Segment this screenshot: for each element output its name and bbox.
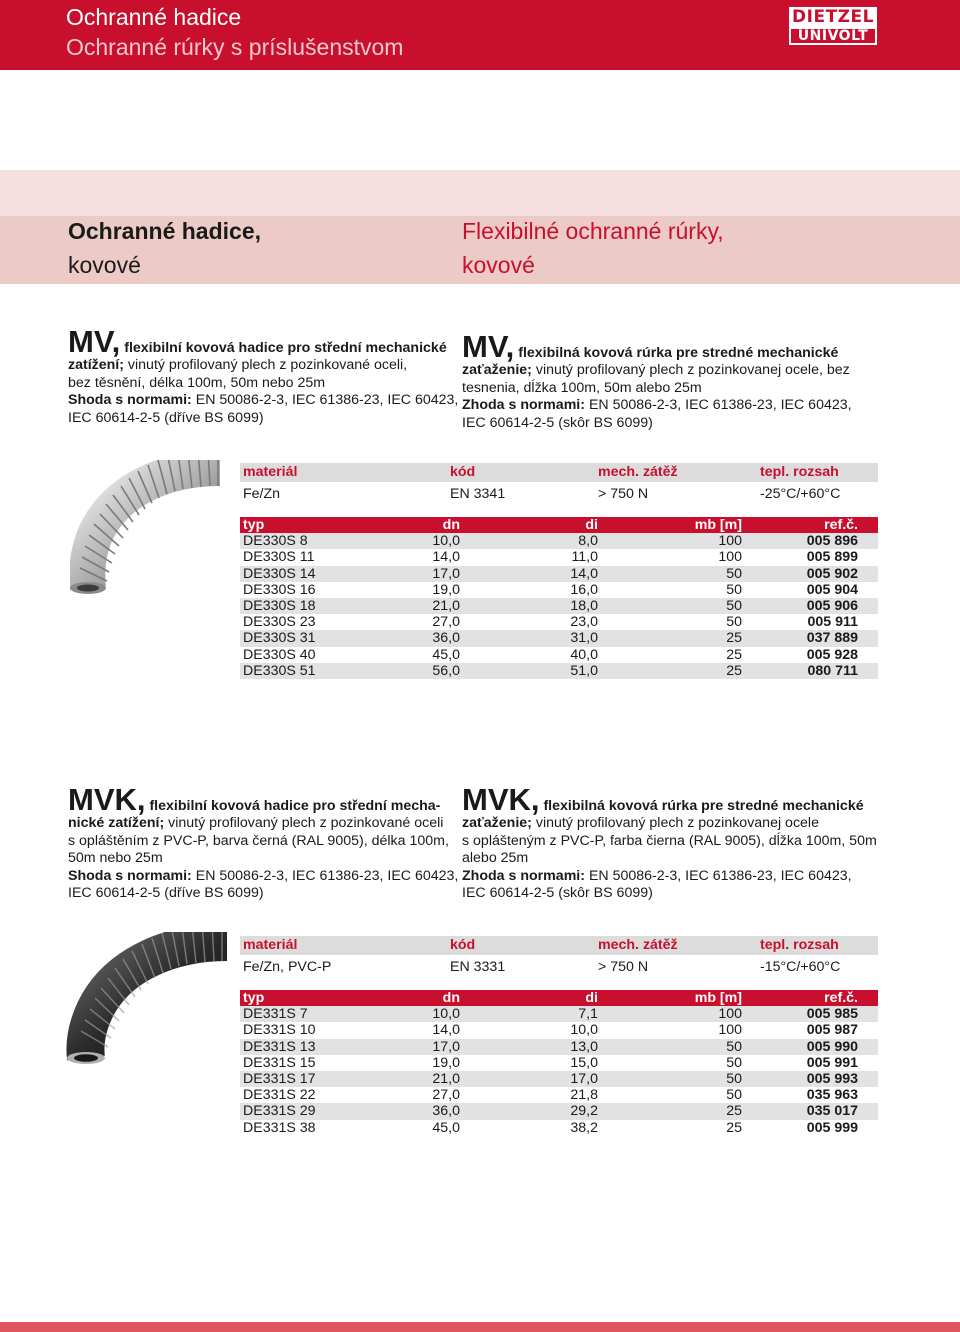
mvk-line4-sk: alebo 25m xyxy=(462,850,529,867)
material-header: materiál xyxy=(243,937,298,953)
page-title: Ochranné hadice xyxy=(66,4,242,30)
cell-mb: 50 xyxy=(726,1070,742,1087)
cell-ref: 035 017 xyxy=(806,1103,858,1120)
cell-ref: 080 711 xyxy=(807,662,858,679)
cell-ref: 005 896 xyxy=(806,533,858,550)
cell-mb: 50 xyxy=(726,565,742,582)
category-subtitle-left: kovové xyxy=(68,252,141,278)
mvk-norm-line2-sk: IEC 60614-2-5 (skôr BS 6099) xyxy=(462,885,653,902)
cell-dn: 21,0 xyxy=(432,597,460,614)
cell-typ: DE331S 38 xyxy=(243,1119,316,1136)
cell-typ: DE330S 18 xyxy=(243,597,316,614)
col-dn: dn xyxy=(442,517,460,533)
mv-norm-line2-sk: IEC 60614-2-5 (skôr BS 6099) xyxy=(462,414,653,431)
page-subtitle: Ochranné rúrky s príslušenstvom xyxy=(66,34,404,60)
mvk-description-sk xyxy=(462,782,882,902)
cell-typ: DE330S 51 xyxy=(243,662,316,679)
mvk-line3: s opláštěním z PVC-P, barva černá (RAL 9005), délka 100m, xyxy=(68,832,449,849)
cell-dn: 17,0 xyxy=(432,1038,460,1055)
mv-code: MV, xyxy=(68,324,121,359)
mvk-bold-start: nické zatížení; xyxy=(68,815,165,832)
cell-typ: DE330S 40 xyxy=(243,646,316,663)
mv-line3-sk: tesnenia, dĺžka 100m, 50m alebo 25m xyxy=(462,379,702,396)
table-row xyxy=(240,598,878,614)
metal-hose-image xyxy=(70,460,230,600)
material-header-row xyxy=(240,463,878,482)
mv-lead: flexibilní kovová hadice pro střední mechanické xyxy=(124,340,447,356)
mv-lead-sk: flexibilná kovová rúrka pre stredné mechanické xyxy=(518,345,839,361)
brand-logo xyxy=(789,7,877,45)
cell-mb: 50 xyxy=(726,1087,742,1104)
cell-dn: 19,0 xyxy=(432,1054,460,1071)
cell-ref: 005 993 xyxy=(806,1070,858,1087)
cell-dn: 14,0 xyxy=(432,1022,460,1039)
mv-line2: vinutý profilovaný plech z pozinkované oceli, xyxy=(127,357,408,374)
mv-material-table xyxy=(240,463,878,506)
table-row xyxy=(240,1039,878,1055)
cell-typ: DE330S 11 xyxy=(243,549,315,566)
table-row xyxy=(240,1071,878,1087)
cell-dn: 10,0 xyxy=(432,533,460,550)
cell-dn: 17,0 xyxy=(432,565,460,582)
code-header: kód xyxy=(450,937,476,953)
code-value: EN 3341 xyxy=(450,486,506,502)
cell-di: 16,0 xyxy=(570,581,598,598)
table-row xyxy=(240,582,878,598)
logo-bottom-text: UNIVOLT xyxy=(789,27,877,45)
table-row xyxy=(240,1087,878,1103)
col-ref: ref.č. xyxy=(824,517,858,533)
cell-mb: 100 xyxy=(718,533,742,550)
category-title-left: Ochranné hadice, xyxy=(68,218,262,244)
material-value-row xyxy=(240,482,878,506)
mv-code-sk: MV, xyxy=(462,329,515,364)
cell-ref: 005 902 xyxy=(806,565,858,582)
cell-dn: 27,0 xyxy=(432,1087,460,1104)
cell-mb: 25 xyxy=(726,1119,742,1136)
mech-load-value: > 750 N xyxy=(598,959,649,975)
mv-norm-label-sk: Zhoda s normami: xyxy=(462,397,585,414)
mv-norm-label: Shoda s normami: xyxy=(68,392,192,409)
table-header-row xyxy=(240,990,878,1006)
mv-norm-line1: EN 50086-2-3, IEC 61386-23, IEC 60423, xyxy=(195,392,459,409)
category-subtitle-right: kovové xyxy=(462,252,535,278)
cell-typ: DE330S 31 xyxy=(243,630,316,647)
col-di: di xyxy=(585,517,598,533)
mv-description-cz xyxy=(68,324,459,427)
cell-ref: 005 899 xyxy=(806,549,858,566)
mv-bold-start-sk: zaťaženie; xyxy=(462,362,532,379)
table-row xyxy=(240,533,878,549)
cell-mb: 50 xyxy=(726,614,742,631)
cell-typ: DE331S 7 xyxy=(243,1006,308,1023)
cell-mb: 100 xyxy=(718,1022,742,1039)
col-mb: mb [m] xyxy=(694,990,742,1006)
code-header: kód xyxy=(450,464,476,480)
cell-mb: 50 xyxy=(726,1054,742,1071)
table-row xyxy=(240,1055,878,1071)
mv-line2-sk: vinutý profilovaný plech z pozinkovanej ocele, bez xyxy=(535,362,850,379)
cell-mb: 25 xyxy=(726,630,742,647)
cell-typ: DE330S 16 xyxy=(243,581,316,598)
mvk-line3-sk: s oplášteným z PVC-P, farba čierna (RAL 9005), dĺžka 100m, 50m xyxy=(462,832,877,849)
temp-range-value: -25°C/+60°C xyxy=(760,486,841,502)
category-band-light xyxy=(0,170,960,216)
col-typ: typ xyxy=(243,990,265,1006)
mvk-line4: 50m nebo 25m xyxy=(68,850,163,867)
mvk-lead: flexibilní kovová hadice pro střední mecha- xyxy=(149,798,441,814)
cell-ref: 035 963 xyxy=(806,1087,858,1104)
material-header: materiál xyxy=(243,464,298,480)
mech-load-header: mech. zátěž xyxy=(598,464,678,480)
cell-ref: 005 928 xyxy=(806,646,858,663)
cell-typ: DE330S 8 xyxy=(243,533,308,550)
table-row xyxy=(240,1120,878,1136)
mvk-lead-sk: flexibilná kovová rúrka pre stredné mechanické xyxy=(543,798,864,814)
mvk-bold-start-sk: zaťaženie; xyxy=(462,815,532,832)
cell-di: 14,0 xyxy=(570,565,598,582)
cell-di: 21,8 xyxy=(570,1087,598,1104)
cell-ref: 005 990 xyxy=(806,1038,858,1055)
cell-ref: 005 904 xyxy=(806,581,858,598)
cell-di: 29,2 xyxy=(570,1103,598,1120)
mvk-code-sk: MVK, xyxy=(462,782,540,817)
mv-bold-start: zatížení; xyxy=(68,357,124,374)
cell-di: 18,0 xyxy=(570,597,598,614)
table-row xyxy=(240,663,878,679)
cell-typ: DE330S 23 xyxy=(243,614,316,631)
cell-di: 13,0 xyxy=(570,1038,598,1055)
cell-di: 51,0 xyxy=(570,662,598,679)
cell-dn: 27,0 xyxy=(432,614,460,631)
table-row xyxy=(240,614,878,630)
mvk-product-table xyxy=(240,990,878,1136)
mvk-material-table xyxy=(240,936,878,979)
mvk-norm-line2: IEC 60614-2-5 (dříve BS 6099) xyxy=(68,885,264,902)
temp-range-header: tepl. rozsah xyxy=(760,937,839,953)
pvc-hose-image xyxy=(62,932,232,1072)
col-mb: mb [m] xyxy=(694,517,742,533)
cell-ref: 037 889 xyxy=(806,630,858,647)
mech-load-value: > 750 N xyxy=(598,486,649,502)
cell-mb: 25 xyxy=(726,646,742,663)
table-row xyxy=(240,1022,878,1038)
cell-di: 38,2 xyxy=(570,1119,598,1136)
cell-di: 31,0 xyxy=(570,630,598,647)
cell-dn: 56,0 xyxy=(432,662,460,679)
material-value-row xyxy=(240,955,878,979)
col-di: di xyxy=(585,990,598,1006)
mvk-norm-line1: EN 50086-2-3, IEC 61386-23, IEC 60423, xyxy=(195,867,459,884)
cell-dn: 36,0 xyxy=(432,630,460,647)
temp-range-header: tepl. rozsah xyxy=(760,464,839,480)
cell-di: 8,0 xyxy=(578,533,598,550)
cell-mb: 50 xyxy=(726,581,742,598)
mvk-line2: vinutý profilovaný plech z pozinkované oceli xyxy=(168,815,444,832)
cell-dn: 14,0 xyxy=(432,549,460,566)
cell-di: 7,1 xyxy=(578,1006,598,1023)
cell-typ: DE331S 10 xyxy=(243,1022,316,1039)
cell-mb: 50 xyxy=(726,597,742,614)
cell-ref: 005 999 xyxy=(806,1119,858,1136)
cell-typ: DE331S 15 xyxy=(243,1054,316,1071)
footer-bar xyxy=(0,1322,960,1332)
cell-ref: 005 906 xyxy=(806,597,858,614)
table-row xyxy=(240,549,878,565)
mv-norm-line1-sk: EN 50086-2-3, IEC 61386-23, IEC 60423, xyxy=(588,397,852,414)
table-row xyxy=(240,630,878,646)
category-title-right: Flexibilné ochranné rúrky, xyxy=(462,218,724,244)
cell-dn: 45,0 xyxy=(432,1119,460,1136)
material-value: Fe/Zn xyxy=(243,486,281,502)
cell-di: 40,0 xyxy=(570,646,598,663)
mv-description-sk xyxy=(462,329,862,432)
code-value: EN 3331 xyxy=(450,959,506,975)
mvk-description-cz xyxy=(68,782,459,902)
cell-di: 11,0 xyxy=(571,549,598,566)
mv-product-table xyxy=(240,517,878,679)
material-header-row xyxy=(240,936,878,955)
col-ref: ref.č. xyxy=(824,990,858,1006)
cell-typ: DE331S 22 xyxy=(243,1087,316,1104)
cell-mb: 100 xyxy=(718,1006,742,1023)
table-row xyxy=(240,1103,878,1119)
col-dn: dn xyxy=(442,990,460,1006)
mvk-code: MVK, xyxy=(68,782,146,817)
cell-ref: 005 985 xyxy=(806,1006,858,1023)
cell-mb: 50 xyxy=(726,1038,742,1055)
cell-di: 23,0 xyxy=(570,614,598,631)
cell-ref: 005 991 xyxy=(806,1054,858,1071)
cell-mb: 100 xyxy=(718,549,742,566)
logo-top-text: DIETZEL xyxy=(789,7,877,27)
mech-load-header: mech. zátěž xyxy=(598,937,678,953)
cell-typ: DE331S 17 xyxy=(243,1070,316,1087)
cell-dn: 21,0 xyxy=(432,1070,460,1087)
cell-di: 15,0 xyxy=(570,1054,598,1071)
cell-di: 10,0 xyxy=(570,1022,598,1039)
cell-typ: DE330S 14 xyxy=(243,565,316,582)
mvk-norm-label-sk: Zhoda s normami: xyxy=(462,867,585,884)
mv-line3: bez těsnění, délka 100m, 50m nebo 25m xyxy=(68,374,326,391)
cell-ref: 005 987 xyxy=(806,1022,858,1039)
cell-mb: 25 xyxy=(726,662,742,679)
page-header xyxy=(0,0,960,70)
mv-norm-line2: IEC 60614-2-5 (dříve BS 6099) xyxy=(68,409,264,426)
cell-di: 17,0 xyxy=(570,1070,598,1087)
cell-typ: DE331S 29 xyxy=(243,1103,316,1120)
cell-ref: 005 911 xyxy=(807,614,858,631)
cell-dn: 36,0 xyxy=(432,1103,460,1120)
cell-dn: 10,0 xyxy=(432,1006,460,1023)
table-row xyxy=(240,1006,878,1022)
cell-mb: 25 xyxy=(726,1103,742,1120)
col-typ: typ xyxy=(243,517,265,533)
table-row xyxy=(240,647,878,663)
table-row xyxy=(240,566,878,582)
mvk-norm-line1-sk: EN 50086-2-3, IEC 61386-23, IEC 60423, xyxy=(588,867,852,884)
cell-dn: 19,0 xyxy=(432,581,460,598)
material-value: Fe/Zn, PVC-P xyxy=(243,959,332,975)
cell-typ: DE331S 13 xyxy=(243,1038,316,1055)
mvk-norm-label: Shoda s normami: xyxy=(68,867,192,884)
table-header-row xyxy=(240,517,878,533)
temp-range-value: -15°C/+60°C xyxy=(760,959,841,975)
cell-dn: 45,0 xyxy=(432,646,460,663)
mvk-line2-sk: vinutý profilovaný plech z pozinkovanej ocele xyxy=(535,815,819,832)
